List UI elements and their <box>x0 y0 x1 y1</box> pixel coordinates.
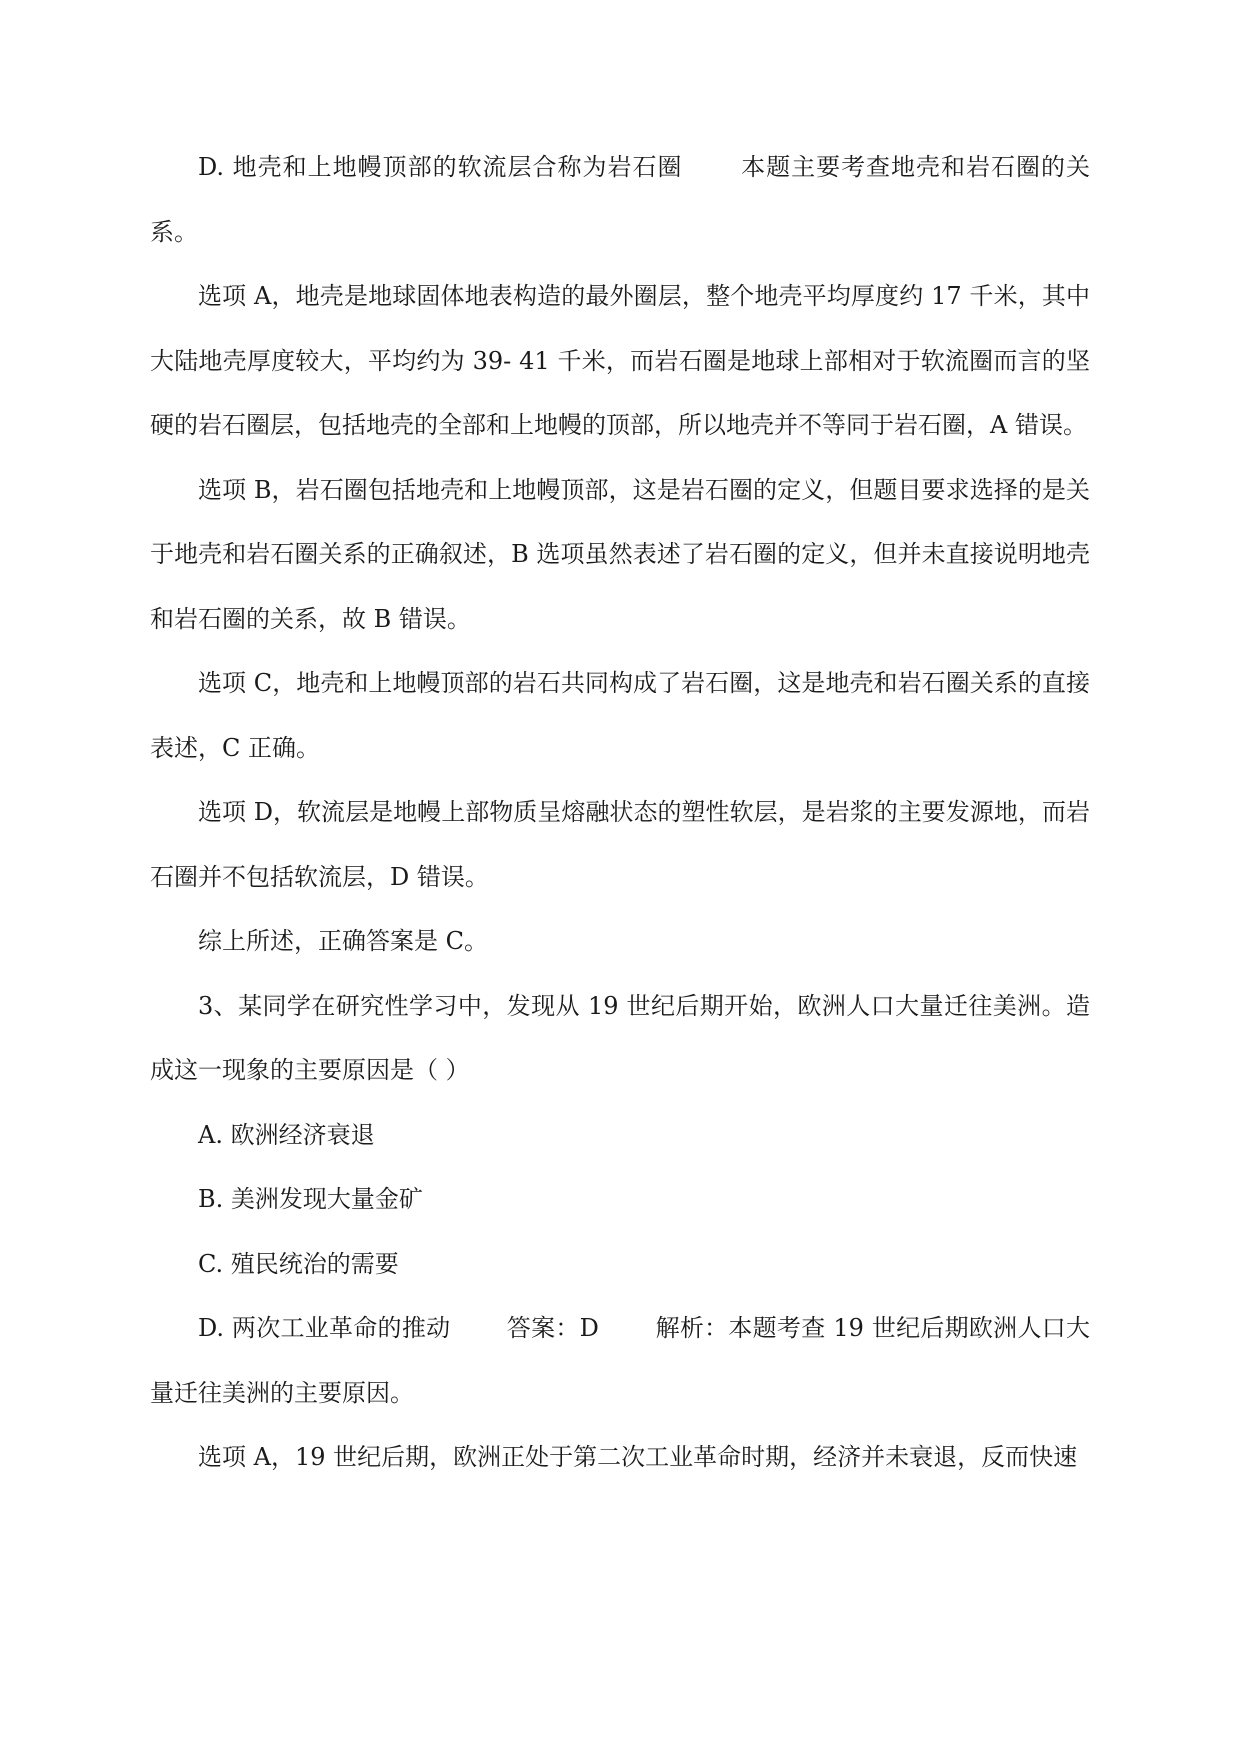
choice-a: A. 欧洲经济衰退 <box>198 1120 375 1149</box>
document-page <box>150 135 1090 1490</box>
option-d-explanation: 选项 D，软流层是地幔上部物质呈熔融状态的塑性软层，是岩浆的主要发源地，而岩石圈并不包括软流层，D 错误。 <box>150 798 1090 891</box>
option-a-explanation: 选项 A，地壳是地球固体地表构造的最外圈层，整个地壳平均厚度约 17 千米，其中大陆地壳厚度较大，平均约为 39- 41 千米，而岩石圈是地球上部相对于软流圈而言的坚硬的岩石圈层，包括地壳的全部和上地幔的顶部，所以地壳并不等同于岩石圈，A 错误。 <box>150 282 1090 439</box>
choice-b: B. 美洲发现大量金矿 <box>198 1185 423 1213</box>
option-a-analysis: 选项 A，19 世纪后期，欧洲正处于第二次工业革命时期，经济并未衰退，反而快速 <box>198 1443 1078 1471</box>
option-c-explanation: 选项 C，地壳和上地幔顶部的岩石共同构成了岩石圈，这是地壳和岩石圈关系的直接表述，C 正确。 <box>150 669 1090 762</box>
choice-d-answer: D. 两次工业革命的推动 答案：D 解析：本题考查 19 世纪后期欧洲人口大量迁往美洲的主要原因。 <box>150 1314 1090 1407</box>
question-3: 3、某同学在研究性学习中，发现从 19 世纪后期开始，欧洲人口大量迁往美洲。造成这一现象的主要原因是（ ） <box>150 991 1090 1084</box>
option-b-explanation: 选项 B，岩石圈包括地壳和上地幔顶部，这是岩石圈的定义，但题目要求选择的是关于地壳和岩石圈关系的正确叙述，B 选项虽然表述了岩石圈的定义，但并未直接说明地壳和岩石圈的关系，故 B 错误。 <box>150 475 1090 633</box>
summary-paragraph: 综上所述，正确答案是 C。 <box>198 927 488 955</box>
choice-c: C. 殖民统治的需要 <box>198 1249 399 1278</box>
option-d-paragraph: D. 地壳和上地幔顶部的软流层合称为岩石圈 本题主要考查地壳和岩石圈的关系。 <box>150 153 1090 246</box>
